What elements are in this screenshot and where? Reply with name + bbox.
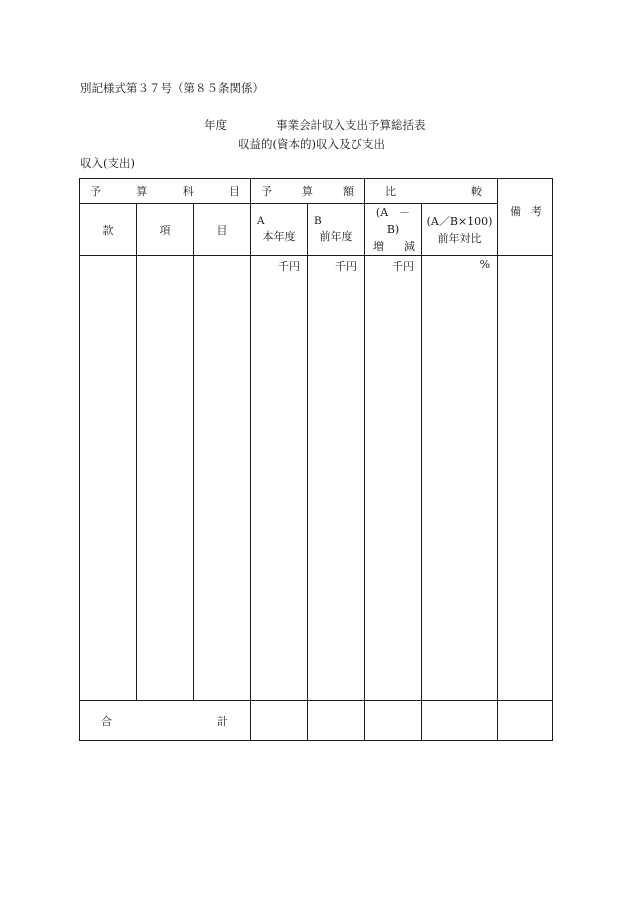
total-label-char: 合 [101,714,112,728]
body-kou-cell [137,256,194,701]
page-title: 事業会計収入支出予算総括表 [276,118,426,132]
header-budget-item [80,179,251,204]
total-label-char: 計 [217,714,229,728]
unit-difference: 千円 [365,256,422,701]
total-row [80,701,553,741]
previous-year-label: 前年度 [319,229,353,243]
header-budget-item-char: 目 [229,185,241,198]
header-comparison-char: 比 [385,185,397,198]
fiscal-year-label: 年度 [204,118,227,132]
header-difference [365,204,422,256]
current-year-letter: A [257,214,265,227]
header-kou: 項 [137,204,194,256]
header-kan: 款 [80,204,137,256]
total-current-year [251,701,308,741]
budget-summary-table [79,178,553,741]
difference-formula: (A － B) [375,206,422,236]
previous-year-letter: B [314,214,322,227]
ratio-formula: (A／B×100) [426,214,493,228]
page-subtitle: 収益的(資本的)収入及び支出 [238,137,385,151]
body-moku-cell [194,256,251,701]
header-previous-year [308,204,365,256]
header-budget-amount-char: 額 [343,185,355,198]
difference-label-char: 減 [404,240,416,253]
header-budget-item-char: 予 [90,185,101,198]
header-row-detail [80,204,553,256]
total-difference [365,701,422,741]
difference-label-char: 増 [373,240,385,253]
header-remarks [498,179,553,256]
header-comparison-char: 較 [471,185,483,198]
header-budget-amount [251,179,365,204]
total-previous-year [308,701,365,741]
header-current-year [251,204,308,256]
current-year-label: 本年度 [262,229,296,243]
header-comparison [365,179,498,204]
total-remarks [498,701,553,741]
header-budget-amount-char: 予 [261,185,273,198]
form-number: 別記様式第３７号（第８５条関係） [80,81,264,95]
unit-ratio: % [422,256,498,701]
data-body-row [80,256,553,701]
ratio-label: 前年対比 [437,231,482,245]
body-kan-cell [80,256,137,701]
total-label-cell [80,701,251,741]
header-budget-amount-char: 算 [302,185,314,198]
header-budget-item-char: 算 [136,185,148,198]
total-ratio [422,701,498,741]
header-remarks-char: 考 [531,205,543,218]
header-ratio [422,204,498,256]
section-label: 収入(支出) [80,156,135,170]
unit-previous-year: 千円 [308,256,365,701]
header-row-group [80,179,553,204]
body-remarks-cell [498,256,553,701]
header-remarks-char: 備 [510,205,522,218]
header-moku: 目 [194,204,251,256]
header-budget-item-char: 科 [182,185,194,198]
unit-current-year: 千円 [251,256,308,701]
